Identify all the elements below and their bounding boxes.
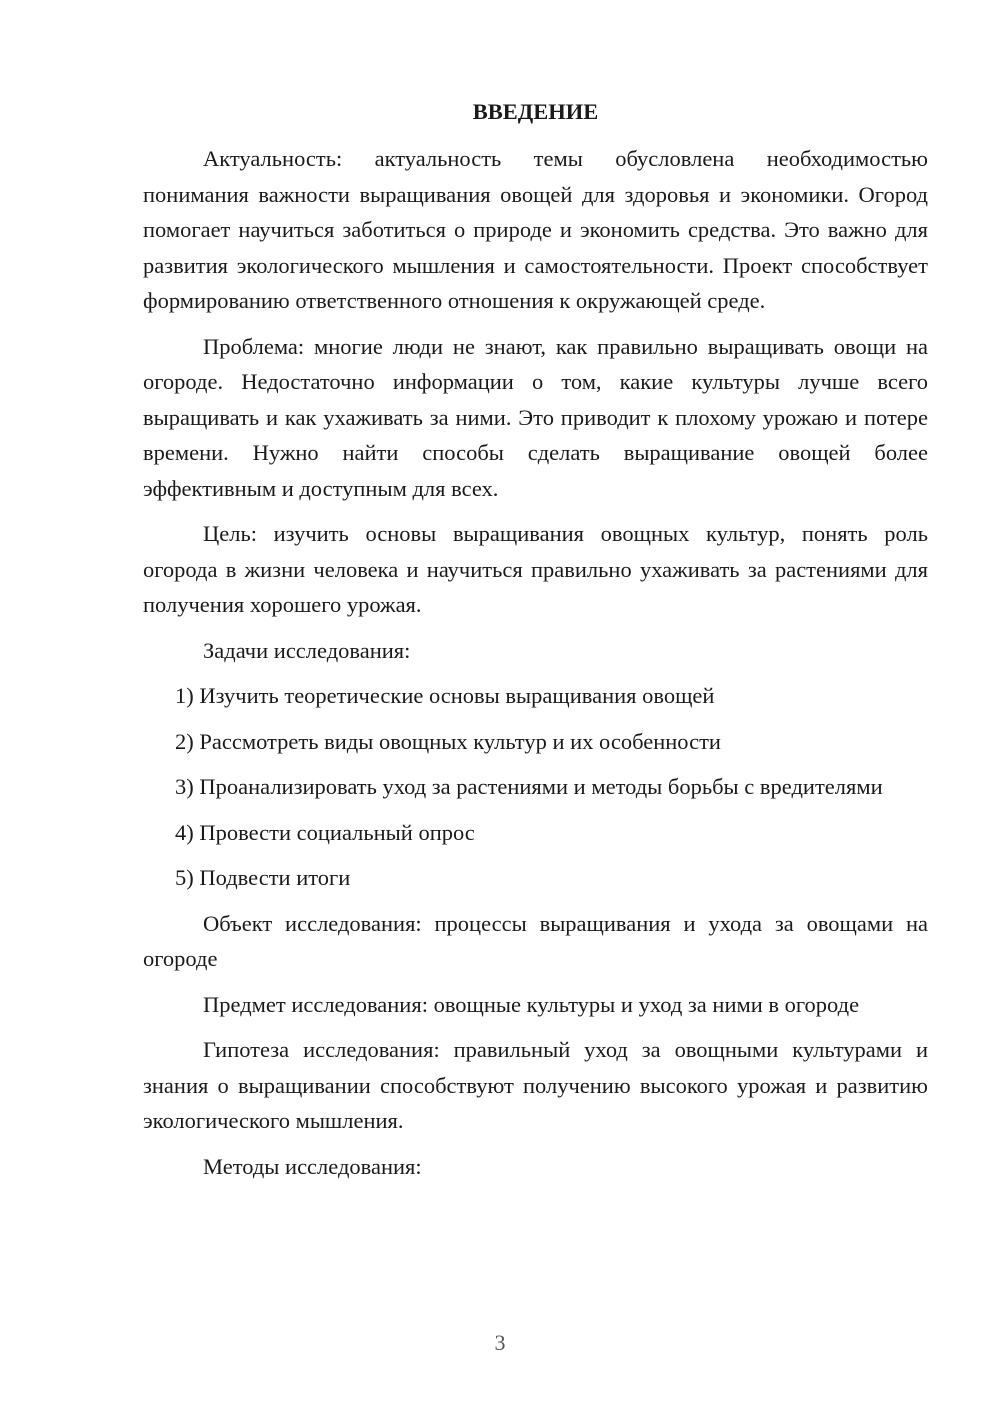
paragraph-hypothesis: Гипотеза исследования: правильный уход за овощными культурами и знания о выращивании способствуют получению высокого урожая и развитию экологического мышления. bbox=[143, 1037, 928, 1133]
paragraph-subject: Предмет исследования: овощные культуры и уход за ними в огороде bbox=[203, 991, 860, 1017]
page-title: ВВЕДЕНИЕ bbox=[472, 99, 599, 124]
document-page bbox=[143, 94, 928, 1194]
tasks-list bbox=[143, 678, 928, 896]
list-item: 5) Подвести итоги bbox=[175, 865, 351, 890]
list-item: 2) Рассмотреть виды овощных культур и их особенности bbox=[175, 728, 721, 754]
methods-heading: Методы исследования: bbox=[203, 1153, 422, 1179]
tasks-heading: Задачи исследования: bbox=[203, 637, 411, 663]
paragraph-goal: Цель: изучить основы выращивания овощных культур, понять роль огорода в жизни человека и научиться правильно ухаживать за растениями для получения хорошего урожая. bbox=[143, 521, 928, 617]
list-item: 1) Изучить теоретические основы выращивания овощей bbox=[175, 683, 715, 708]
list-item: 3) Проанализировать уход за растениями и методы борьбы с вредителями bbox=[175, 774, 883, 799]
list-item: 4) Провести социальный опрос bbox=[175, 819, 475, 845]
paragraph-relevance: Актуальность: актуальность темы обусловлена необходимостью понимания важности выращивания овощей для здоровья и экономики. Огород помогает научиться заботиться о природе и экономить средства. Это важно для развития экологического мышления и самостоятельности. Проект способствует формированию ответственного отношения к окружающей среде. bbox=[143, 146, 928, 313]
page-number: 3 bbox=[494, 1330, 506, 1355]
paragraph-object: Объект исследования: процессы выращивания и ухода за овощами на огороде bbox=[143, 910, 928, 971]
paragraph-problem: Проблема: многие люди не знают, как правильно выращивать овощи на огороде. Недостаточно информации о том, какие культуры лучше всего выращивать и как ухаживать за ними. Это приводит к плохому урожаю и потере времени. Нужно найти способы сделать выращивание овощей более эффективным и доступным для всех. bbox=[143, 333, 928, 501]
